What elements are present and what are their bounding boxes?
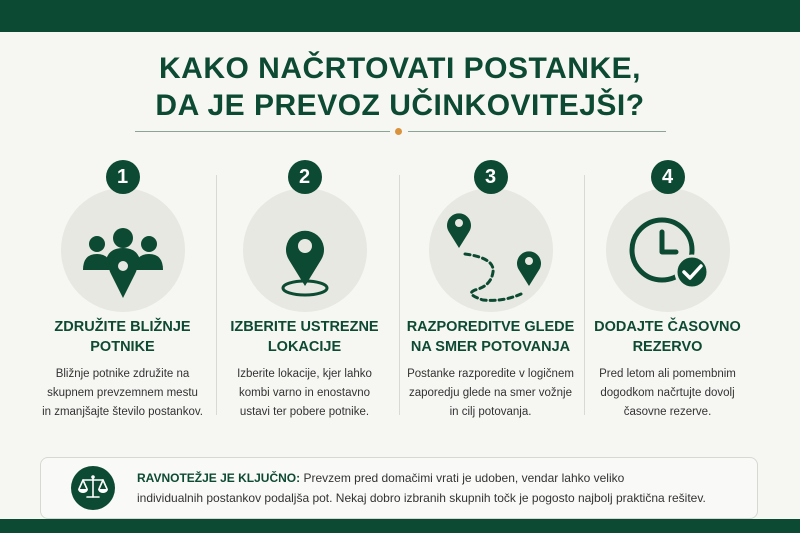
divider-dot	[395, 128, 402, 135]
balance-note	[40, 457, 758, 519]
step-description: Postanke razporedite v logičnem zaporedju glede na smer vožnje in cilj potovanja.	[407, 368, 574, 418]
step-number: 3	[474, 160, 508, 194]
top-bar	[0, 0, 800, 32]
step-title: IZBERITE USTREZNE LOKACIJE	[230, 319, 379, 355]
note-label: RAVNOTEŽJE JE KLJUČNO:	[137, 471, 301, 485]
step-icon-circle	[429, 188, 553, 312]
title-line-2: DA JE PREVOZ UČINKOVITEJŠI?	[155, 89, 645, 122]
title-line-1: KAKO NAČRTOVATI POSTANKE,	[159, 52, 641, 85]
clock-check-icon	[606, 188, 730, 312]
step-description: Bližnje potnike združite na skupnem prevzemnem mestu in zmanjšajte število postankov.	[42, 368, 203, 418]
scale-icon	[71, 466, 115, 510]
step-title: RAZPOREDITVE GLEDE NA SMER POTOVANJA	[406, 319, 575, 355]
step-title: DODAJTE ČASOVNO REZERVO	[594, 319, 741, 355]
column-separator	[399, 175, 400, 415]
step-description: Pred letom ali pomembnim dogodkom načrtujte dovolj časovne rezerve.	[599, 368, 736, 418]
step-number: 2	[288, 160, 322, 194]
step-title: ZDRUŽITE BLIŽNJE POTNIKE	[54, 319, 191, 355]
bottom-bar	[0, 519, 800, 533]
step-icon-circle	[243, 188, 367, 312]
location-pin-icon	[243, 188, 367, 312]
scale-icon-circle	[71, 466, 115, 510]
divider-left	[135, 131, 390, 132]
note-text	[137, 468, 747, 508]
note-text-line-1: Prevzem pred domačimi vrati je udoben, vendar lahko veliko	[300, 471, 625, 485]
note-text-line-2: individualnih postankov podaljša pot. Nekaj dobro izbranih skupnih točk je pogosto najbolj praktična rešitev.	[137, 491, 706, 505]
people-pin-icon	[61, 188, 185, 312]
step-number: 4	[651, 160, 685, 194]
divider-right	[408, 131, 666, 132]
page-title	[0, 50, 800, 124]
step-icon-circle	[606, 188, 730, 312]
step-number: 1	[106, 160, 140, 194]
step-icon-circle	[61, 188, 185, 312]
step-description: Izberite lokacije, kjer lahko kombi varno in enostavno ustavi ter pobere potnike.	[237, 368, 372, 418]
route-icon	[429, 188, 553, 312]
